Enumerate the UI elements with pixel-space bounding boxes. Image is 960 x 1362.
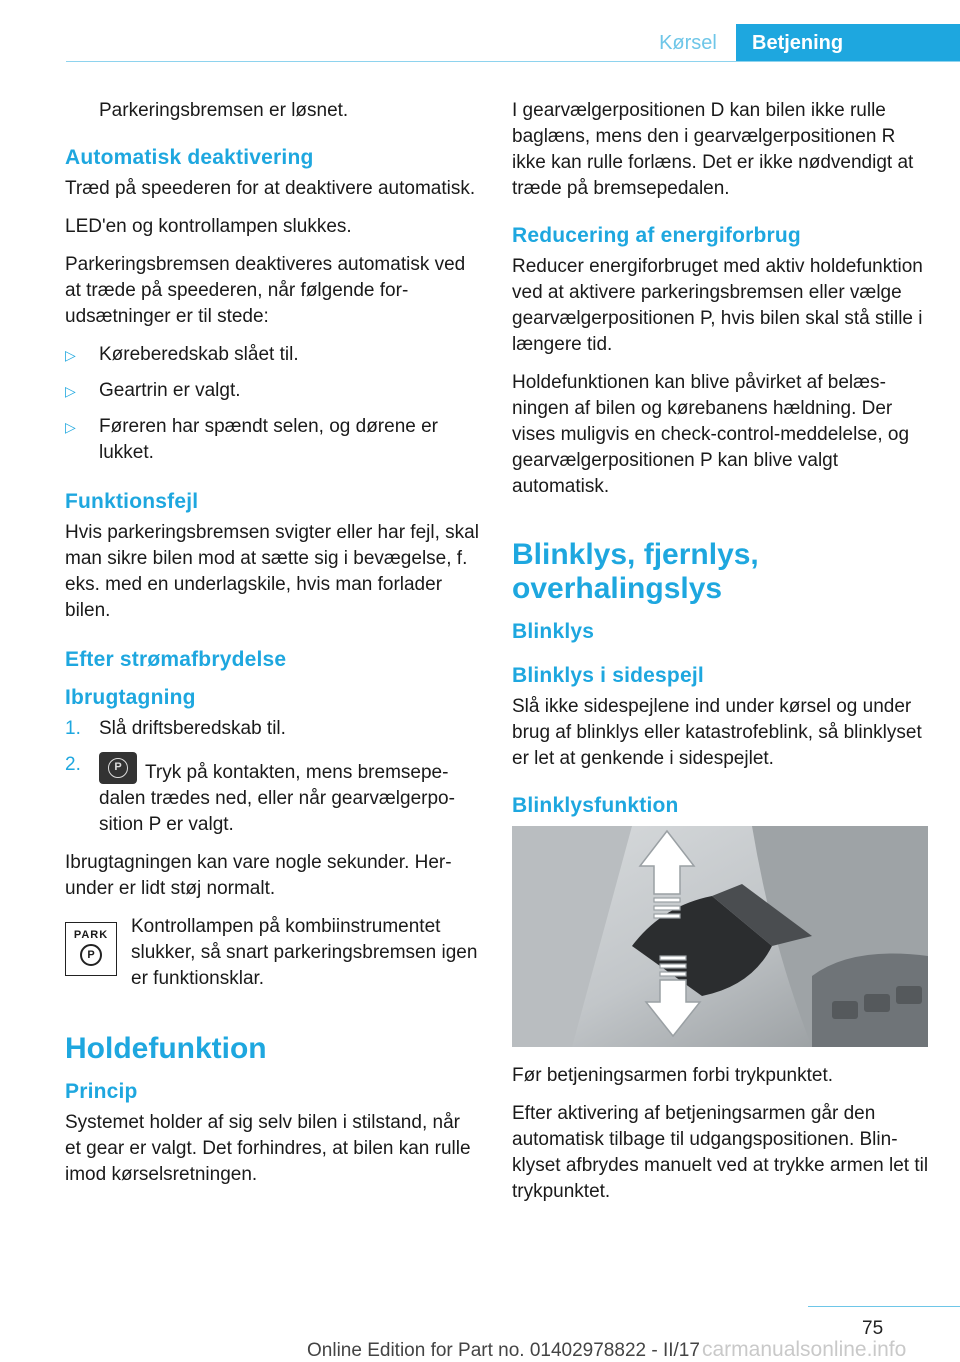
heading-turn-signals: Blinklys: [512, 620, 595, 643]
principle-paragraph: Systemet holder af sig selv bilen i stilstand, når et gear er valgt. Det forhindres, at bilen kan rulle imod kørselsretningen.: [65, 1112, 471, 1185]
section-tab-betjening[interactable]: Betjening: [736, 24, 960, 62]
section-tab-koersel[interactable]: Kørsel: [659, 32, 717, 54]
page-header: [0, 0, 960, 62]
conditions-list: [65, 342, 480, 466]
triangle-bullet-icon: ▷: [65, 419, 76, 435]
page-number: 75: [862, 1318, 884, 1339]
heading-mirror-signals: Blinklys i sidespejl: [512, 664, 704, 687]
malfunction-paragraph: Hvis parkeringsbremsen svigter eller har fejl, skal man sikre bilen mod at sætte sig i bevægelse, f. eks. med en underlagskile, hvis man forlader bilen.: [65, 522, 479, 621]
page-number-divider: [808, 1306, 960, 1307]
heading-after-power-failure: Efter strømafbrydelse: [65, 648, 287, 671]
list-item: ▷ Geartrin er valgt.: [65, 378, 480, 404]
left-column: [65, 98, 480, 1200]
triangle-bullet-icon: ▷: [65, 383, 76, 399]
gear-paragraph: I gearvælgerpositionen D kan bilen ikke rulle baglæns, mens den i gearvælgerpositionen R ikke kan rulle forlæns. Det er ikke nødvendigt at træde på bremsepedalen.: [512, 100, 914, 199]
energy-paragraph-1: Reducer energiforbruget med aktiv holdefunktion ved at aktivere parkeringsbremsen eller vælge gearvælgerpositionen P, hvis bilen skal stå stille i længere tid.: [512, 256, 923, 355]
auto-paragraph-2: LED'en og kontrollampen slukkes.: [65, 216, 352, 237]
list-item: ▷ Køreberedskab slået til.: [65, 342, 480, 368]
heading-auto-deactivation: Automatisk deaktivering: [65, 146, 314, 169]
commissioning-paragraph: Ibrugtagningen kan vare nogle sekunder. Herunder er lidt støj normalt.: [65, 852, 452, 899]
park-indicator-note: [65, 914, 480, 994]
mirror-paragraph: Slå ikke sidespejlene ind under kørsel og under brug af blinklys eller katastrofeblink, så blinklyset er let at genkende i sidespejlet.: [512, 696, 922, 769]
function-paragraph-1: Før betjeningsarmen forbi trykpunktet.: [512, 1065, 834, 1086]
commissioning-steps: [65, 716, 480, 838]
heading-principle: Princip: [65, 1080, 138, 1103]
header-divider: [66, 61, 960, 62]
auto-paragraph-1: Træd på speederen for at deaktivere automatisk.: [65, 178, 476, 199]
list-item: ▷ Føreren har spændt selen, og dørene er lukket.: [65, 416, 439, 463]
right-column: [512, 98, 932, 1217]
heading-hold-function: Holdefunktion: [65, 1032, 267, 1065]
heading-malfunction: Funktionsfejl: [65, 490, 199, 513]
energy-paragraph-2: Holdefunktionen kan blive påvirket af belæsningen af bilen og kørebanens hældning. Der vises muligvis en check-control-meddelelse, og gearvælgerpositionen P kan blive valgt automatisk.: [512, 372, 910, 497]
triangle-bullet-icon: ▷: [65, 347, 76, 363]
park-indicator-icon: PARK P: [65, 922, 117, 976]
edition-footer: Online Edition for Part no. 01402978822 - II/17: [307, 1340, 700, 1361]
heading-energy: Reducering af energiforbrug: [512, 224, 801, 247]
list-item: 2. P Tryk på kontakten, mens bremsepedalen trædes ned, eller når gearvælgerposition P er valgt.: [65, 754, 455, 835]
heading-turn-signal-function: Blinklysfunktion: [512, 794, 679, 817]
site-watermark: carmanualsonline.info: [702, 1338, 907, 1361]
auto-paragraph-3: Parkeringsbremsen deaktiveres automatisk ved at træde på speederen, når følgende forudsætninger er til stede:: [65, 254, 466, 327]
released-text: Parkeringsbremsen er løsnet.: [99, 100, 349, 121]
heading-commissioning: Ibrugtagning: [65, 686, 196, 709]
parking-brake-switch-icon: P: [99, 752, 137, 784]
turn-signal-lever-image: [512, 826, 928, 1047]
park-indicator-text: Kontrollampen på kombiinstrumentet slukker, så snart parkeringsbremsen igen er funktionsklar.: [131, 916, 478, 989]
heading-lights: Blinklys, fjernlys, overhalingslys: [512, 538, 759, 605]
function-paragraph-2: Efter aktivering af betjeningsarmen går den automatisk tilbage til udgangspositionen. Blinklyset afbrydes manuelt ved at trykke armen let til trykpunktet.: [512, 1103, 929, 1202]
list-item: 1. Slå driftsberedskab til.: [65, 718, 286, 739]
